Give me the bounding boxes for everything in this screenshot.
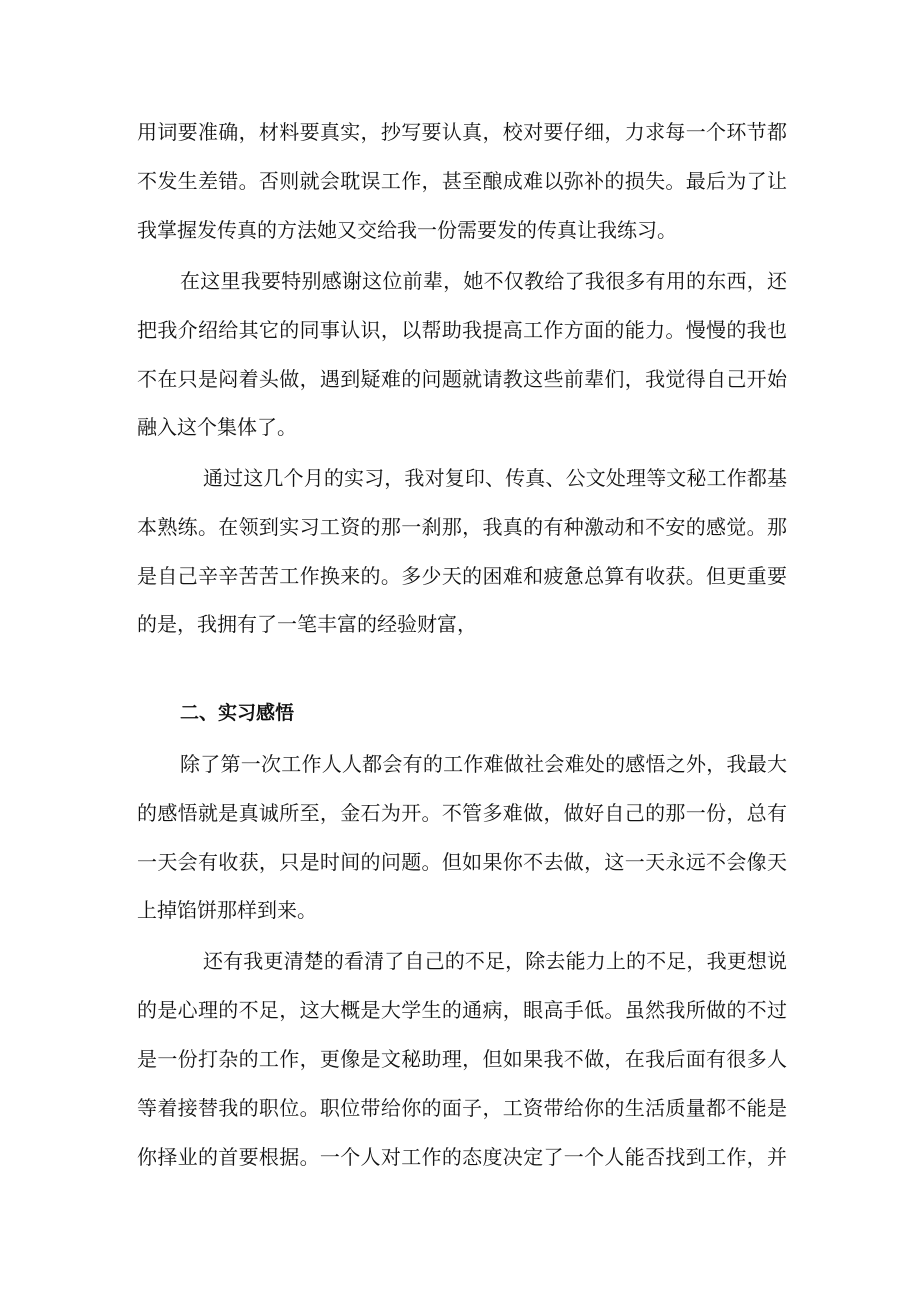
section-paragraph-1-line-2: 的感悟就是真诚所至，金石为开。不管多难做，做好自己的那一份，总有 bbox=[137, 801, 787, 825]
paragraph-1-line-3: 我掌握发传真的方法她又交给我一份需要发的传真让我练习。 bbox=[137, 218, 677, 242]
section-paragraph-2-line-4: 等着接替我的职位。职位带给你的面子，工资带给你的生活质量都不能是 bbox=[137, 1096, 787, 1120]
paragraph-2-line-3: 不在只是闷着头做，遇到疑难的问题就请教这些前辈们，我觉得自己开始 bbox=[137, 367, 787, 391]
section-paragraph-1-line-4: 上掉馅饼那样到来。 bbox=[137, 898, 317, 922]
paragraph-3-line-3: 是自己辛辛苦苦工作换来的。多少天的困难和疲惫总算有收获。但更重要 bbox=[137, 564, 787, 588]
paragraph-3-line-1: 通过这几个月的实习，我对复印、传真、公文处理等文秘工作都基 bbox=[203, 466, 787, 490]
section-paragraph-2-line-1: 还有我更清楚的看清了自己的不足，除去能力上的不足，我更想说 bbox=[203, 949, 787, 973]
paragraph-3-line-4: 的是，我拥有了一笔丰富的经验财富， bbox=[137, 612, 477, 636]
section-paragraph-2-line-3: 是一份打杂的工作，更像是文秘助理，但如果我不做，在我后面有很多人 bbox=[137, 1047, 787, 1071]
section-paragraph-1-line-3: 一天会有收获，只是时间的问题。但如果你不去做，这一天永远不会像天 bbox=[137, 850, 787, 874]
paragraph-1-line-2: 不发生差错。否则就会耽误工作，甚至酿成难以弥补的损失。最后为了让 bbox=[137, 169, 787, 193]
paragraph-2-line-1: 在这里我要特别感谢这位前辈，她不仅教给了我很多有用的东西，还 bbox=[180, 269, 787, 293]
section-paragraph-1-line-1: 除了第一次工作人人都会有的工作难做社会难处的感悟之外，我最大 bbox=[180, 752, 787, 776]
section-heading: 二、实习感悟 bbox=[180, 702, 295, 724]
paragraph-1-line-1: 用词要准确，材料要真实，抄写要认真，校对要仔细，力求每一个环节都 bbox=[137, 120, 787, 144]
paragraph-3-line-2: 本熟练。在领到实习工资的那一刹那，我真的有种激动和不安的感觉。那 bbox=[137, 515, 787, 539]
paragraph-2-line-4: 融入这个集体了。 bbox=[137, 415, 297, 439]
section-paragraph-2-line-5: 你择业的首要根据。一个人对工作的态度决定了一个人能否找到工作，并 bbox=[137, 1145, 787, 1169]
section-paragraph-2-line-2: 的是心理的不足，这大概是大学生的通病，眼高手低。虽然我所做的不过 bbox=[137, 998, 787, 1022]
paragraph-2-line-2: 把我介绍给其它的同事认识，以帮助我提高工作方面的能力。慢慢的我也 bbox=[137, 318, 787, 342]
